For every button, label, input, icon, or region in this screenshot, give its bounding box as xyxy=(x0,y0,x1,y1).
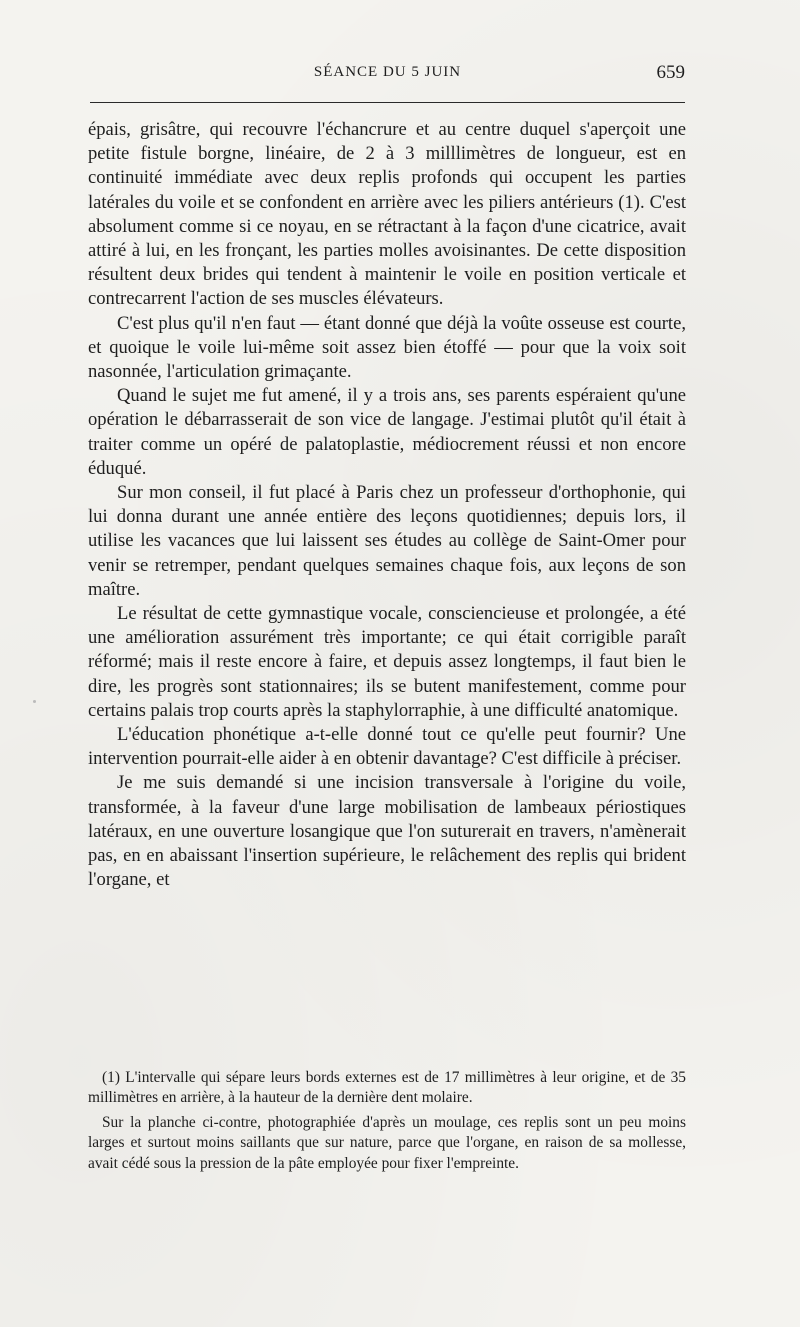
paragraph: C'est plus qu'il n'en faut — étant donné que déjà la voûte osseuse est courte, et quoique le voile lui-même soit assez bien étoffé — pour que la voix soit nasonnée, l'articulation grimaçante. xyxy=(88,312,686,383)
footnote: Sur la planche ci-contre, photographiée d'après un moulage, ces replis sont un peu moins larges et surtout moins saillants que sur nature, parce que l'organe, en raison de sa mollesse, avait cédé sous la pression de la pâte employée pour fixer l'empreinte. xyxy=(88,1113,686,1172)
page-header xyxy=(90,62,685,90)
paragraph: L'éducation phonétique a-t-elle donné tout ce qu'elle peut fournir? Une intervention pourrait-elle aider à en obtenir davantage? C'est difficile à préciser. xyxy=(88,724,686,770)
paragraph: épais, grisâtre, qui recouvre l'échancrure et au centre duquel s'aperçoit une petite fistule borgne, linéaire, de 2 à 3 milllimètres de longueur, est en continuité immédiate avec deux replis profonds qui occupent les parties latérales du voile et se confondent en arrière avec les piliers antérieurs (1). C'est absolument comme si ce noyau, en se rétractant à la façon d'une cicatrice, avait attiré à lui, en les fronçant, les parties molles avoisinantes. De cette disposition résultent deux brides qui tendent à maintenir le voile en position verticale et contrecarrent l'action de ses muscles élévateurs. xyxy=(88,119,686,310)
paragraph: Quand le sujet me fut amené, il y a trois ans, ses parents espéraient qu'une opération le débarrasserait de son vice de langage. J'estimai plutôt qu'il était à traiter comme un opéré de palatoplastie, médiocrement réussi et non encore éduqué. xyxy=(88,385,686,479)
header-rule xyxy=(90,102,685,103)
footnote: (1) L'intervalle qui sépare leurs bords externes est de 17 millimètres à leur origine, et de 35 millimètres en arrière, à la hauteur de la dernière dent molaire. xyxy=(88,1069,686,1107)
paragraph: Le résultat de cette gymnastique vocale, consciencieuse et prolongée, a été une amélioration assurément très importante; ce qui était corrigible paraît réformé; mais il reste encore à faire, et depuis assez longtemps, il faut bien le dire, les progrès sont stationnaires; ils se butent manifestement, comme pour certains palais trop courts après la staphylorraphie, à une difficulté anatomique. xyxy=(88,603,686,721)
page-number: 659 xyxy=(656,62,685,83)
footnotes xyxy=(88,1068,686,1174)
paragraph: Je me suis demandé si une incision transversale à l'origine du voile, transformée, à la faveur d'une large mobilisation de lambeaux périostiques latéraux, en une ouverture losangique que l'on suturerait en travers, n'amènerait pas, en en abaissant l'insertion supérieure, le relâchement des replis qui brident l'organe, et xyxy=(88,772,686,891)
running-head: SÉANCE DU 5 JUIN xyxy=(313,64,462,80)
paragraph: Sur mon conseil, il fut placé à Paris chez un professeur d'orthophonie, qui lui donna durant une année entière des leçons quotidiennes; depuis lors, il utilise les vacances que lui laissent ses études au collège de Saint-Omer pour venir se retremper, pendant quelques semaines chaque fois, aux leçons de son maître. xyxy=(88,482,686,600)
paper-speck xyxy=(33,700,36,703)
body-text xyxy=(88,118,686,893)
